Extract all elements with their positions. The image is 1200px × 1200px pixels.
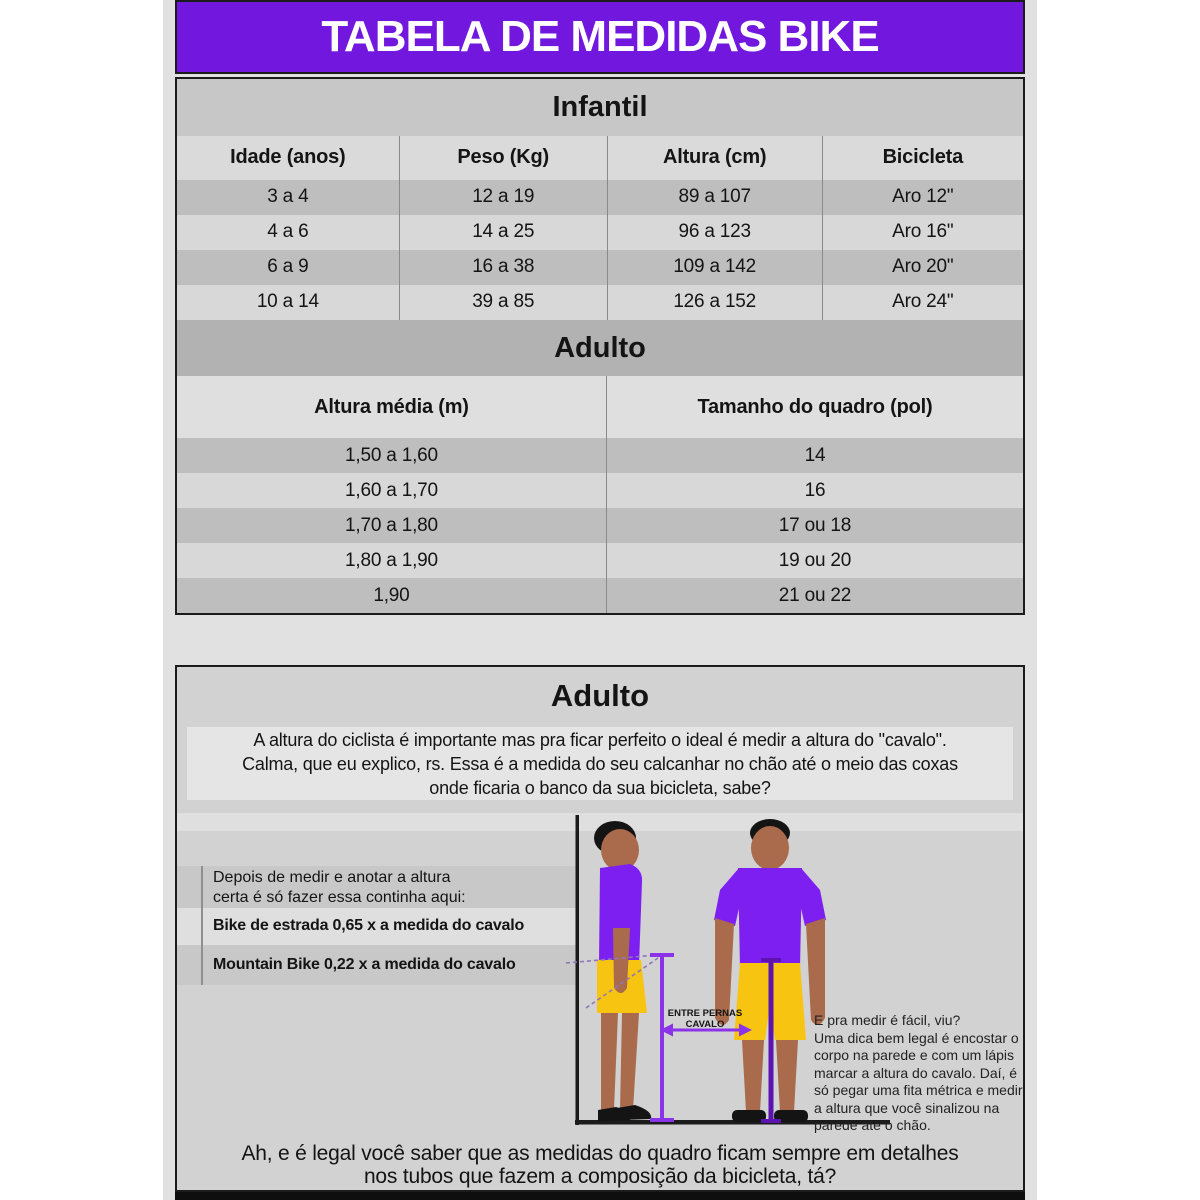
table-cell: 3 a 4 [267,186,309,208]
tip-line: só pegar uma fita métrica e medir [814,1082,1023,1098]
table-cell: 89 a 107 [607,180,822,215]
info-title: Adulto [550,678,650,713]
table-cell: 1,60 a 1,70 [345,479,438,501]
tip-line: E pra medir é fácil, viu? [814,1012,961,1028]
tip-line: corpo na parede e com um lápis [814,1047,1014,1063]
table-cell: 1,50 a 1,60 [345,444,438,466]
table-row [177,180,1023,215]
infantil-header-row [177,136,1023,180]
table-cell: 14 a 25 [399,215,607,250]
tip-line: parede até o chão. [814,1117,931,1133]
formula-road: Bike de estrada 0,65 x a medida do cavalo [213,917,525,934]
wall-line [576,815,580,1125]
diagram-label-line: CAVALO [685,1019,725,1030]
table-cell: Aro 12" [822,180,1023,215]
section-infantil-label: Infantil [552,90,648,123]
measuring-tip [814,1012,1025,1135]
table-cell: 6 a 9 [267,256,309,278]
tip-line: marcar a altura do cavalo. Daí, é [814,1064,1018,1081]
table-cell: 16 [606,473,1023,508]
adulto-info-box [175,665,1025,1192]
table-cell: 12 a 19 [399,180,607,215]
column-header: Altura (cm) [607,136,822,180]
table-cell: 14 [606,438,1023,473]
side-view-person [594,821,651,1121]
table-row [177,250,1023,285]
divider-line [201,866,203,985]
table-cell: 39 a 85 [399,285,607,320]
diagram-label [655,1008,755,1030]
column-header: Peso (Kg) [399,136,607,180]
tip-line: a altura que você sinalizou na [814,1099,1000,1116]
table-cell: 126 a 152 [607,285,822,320]
table-cell: 21 ou 22 [606,578,1023,613]
column-header: Idade (anos) [230,146,346,169]
measure-note [213,868,573,908]
table-cell: 10 a 14 [256,291,319,313]
adulto-header-row [177,376,1023,438]
table-row [177,543,1023,578]
table-cell: 19 ou 20 [606,543,1023,578]
title-banner [175,0,1025,74]
table-cell: Aro 24" [822,285,1023,320]
formula-mtb: Mountain Bike 0,22 x a medida do cavalo [213,956,516,973]
note-line: Depois de medir e anotar a altura [213,869,451,886]
diagram-label-line: ENTRE PERNAS [667,1008,743,1019]
table-row [177,508,1023,543]
table-cell: Aro 16" [822,215,1023,250]
section-infantil [177,79,1023,136]
table-cell: 96 a 123 [607,215,822,250]
note-line: certa é só fazer essa continha aqui: [213,889,466,906]
intro-line: A altura do ciclista é importante mas pra ficar perfeito o ideal é medir a altura do "cavalo". [253,729,947,750]
column-header: Altura média (m) [314,395,469,418]
table-row [177,285,1023,320]
intro-paragraph [187,727,1013,800]
section-adulto-label: Adulto [554,331,646,364]
page-title: TABELA DE MEDIDAS BIKE [321,12,879,61]
table-cell: 1,70 a 1,80 [345,514,438,536]
table-row [177,438,1023,473]
table-cell: 17 ou 18 [606,508,1023,543]
tip-line: Uma dica bem legal é encostar o [814,1029,1019,1046]
column-header: Bicicleta [822,136,1023,180]
table-cell: 109 a 142 [607,250,822,285]
table-cell: 4 a 6 [267,221,309,243]
size-tables [175,77,1025,615]
table-row [177,578,1023,613]
bottom-edge-strip [175,1192,1025,1200]
intro-line: Calma, que eu explico, rs. Essa é a medida do seu calcanhar no chão até o meio das coxas [242,753,958,774]
section-adulto [177,320,1023,377]
intro-line: onde ficaria o banco da sua bicicleta, sabe? [429,777,771,798]
footer-note [177,1142,1023,1188]
table-cell: 1,80 a 1,90 [345,549,438,571]
table-row [177,215,1023,250]
footer-line: nos tubos que fazem a composição da bicicleta, tá? [363,1165,837,1188]
table-cell: Aro 20" [822,250,1023,285]
footer-line: Ah, e é legal você saber que as medidas do quadro ficam sempre em detalhes [241,1142,959,1165]
table-cell: 1,90 [373,584,410,606]
column-header: Tamanho do quadro (pol) [606,376,1023,438]
table-cell: 16 a 38 [399,250,607,285]
table-row [177,473,1023,508]
